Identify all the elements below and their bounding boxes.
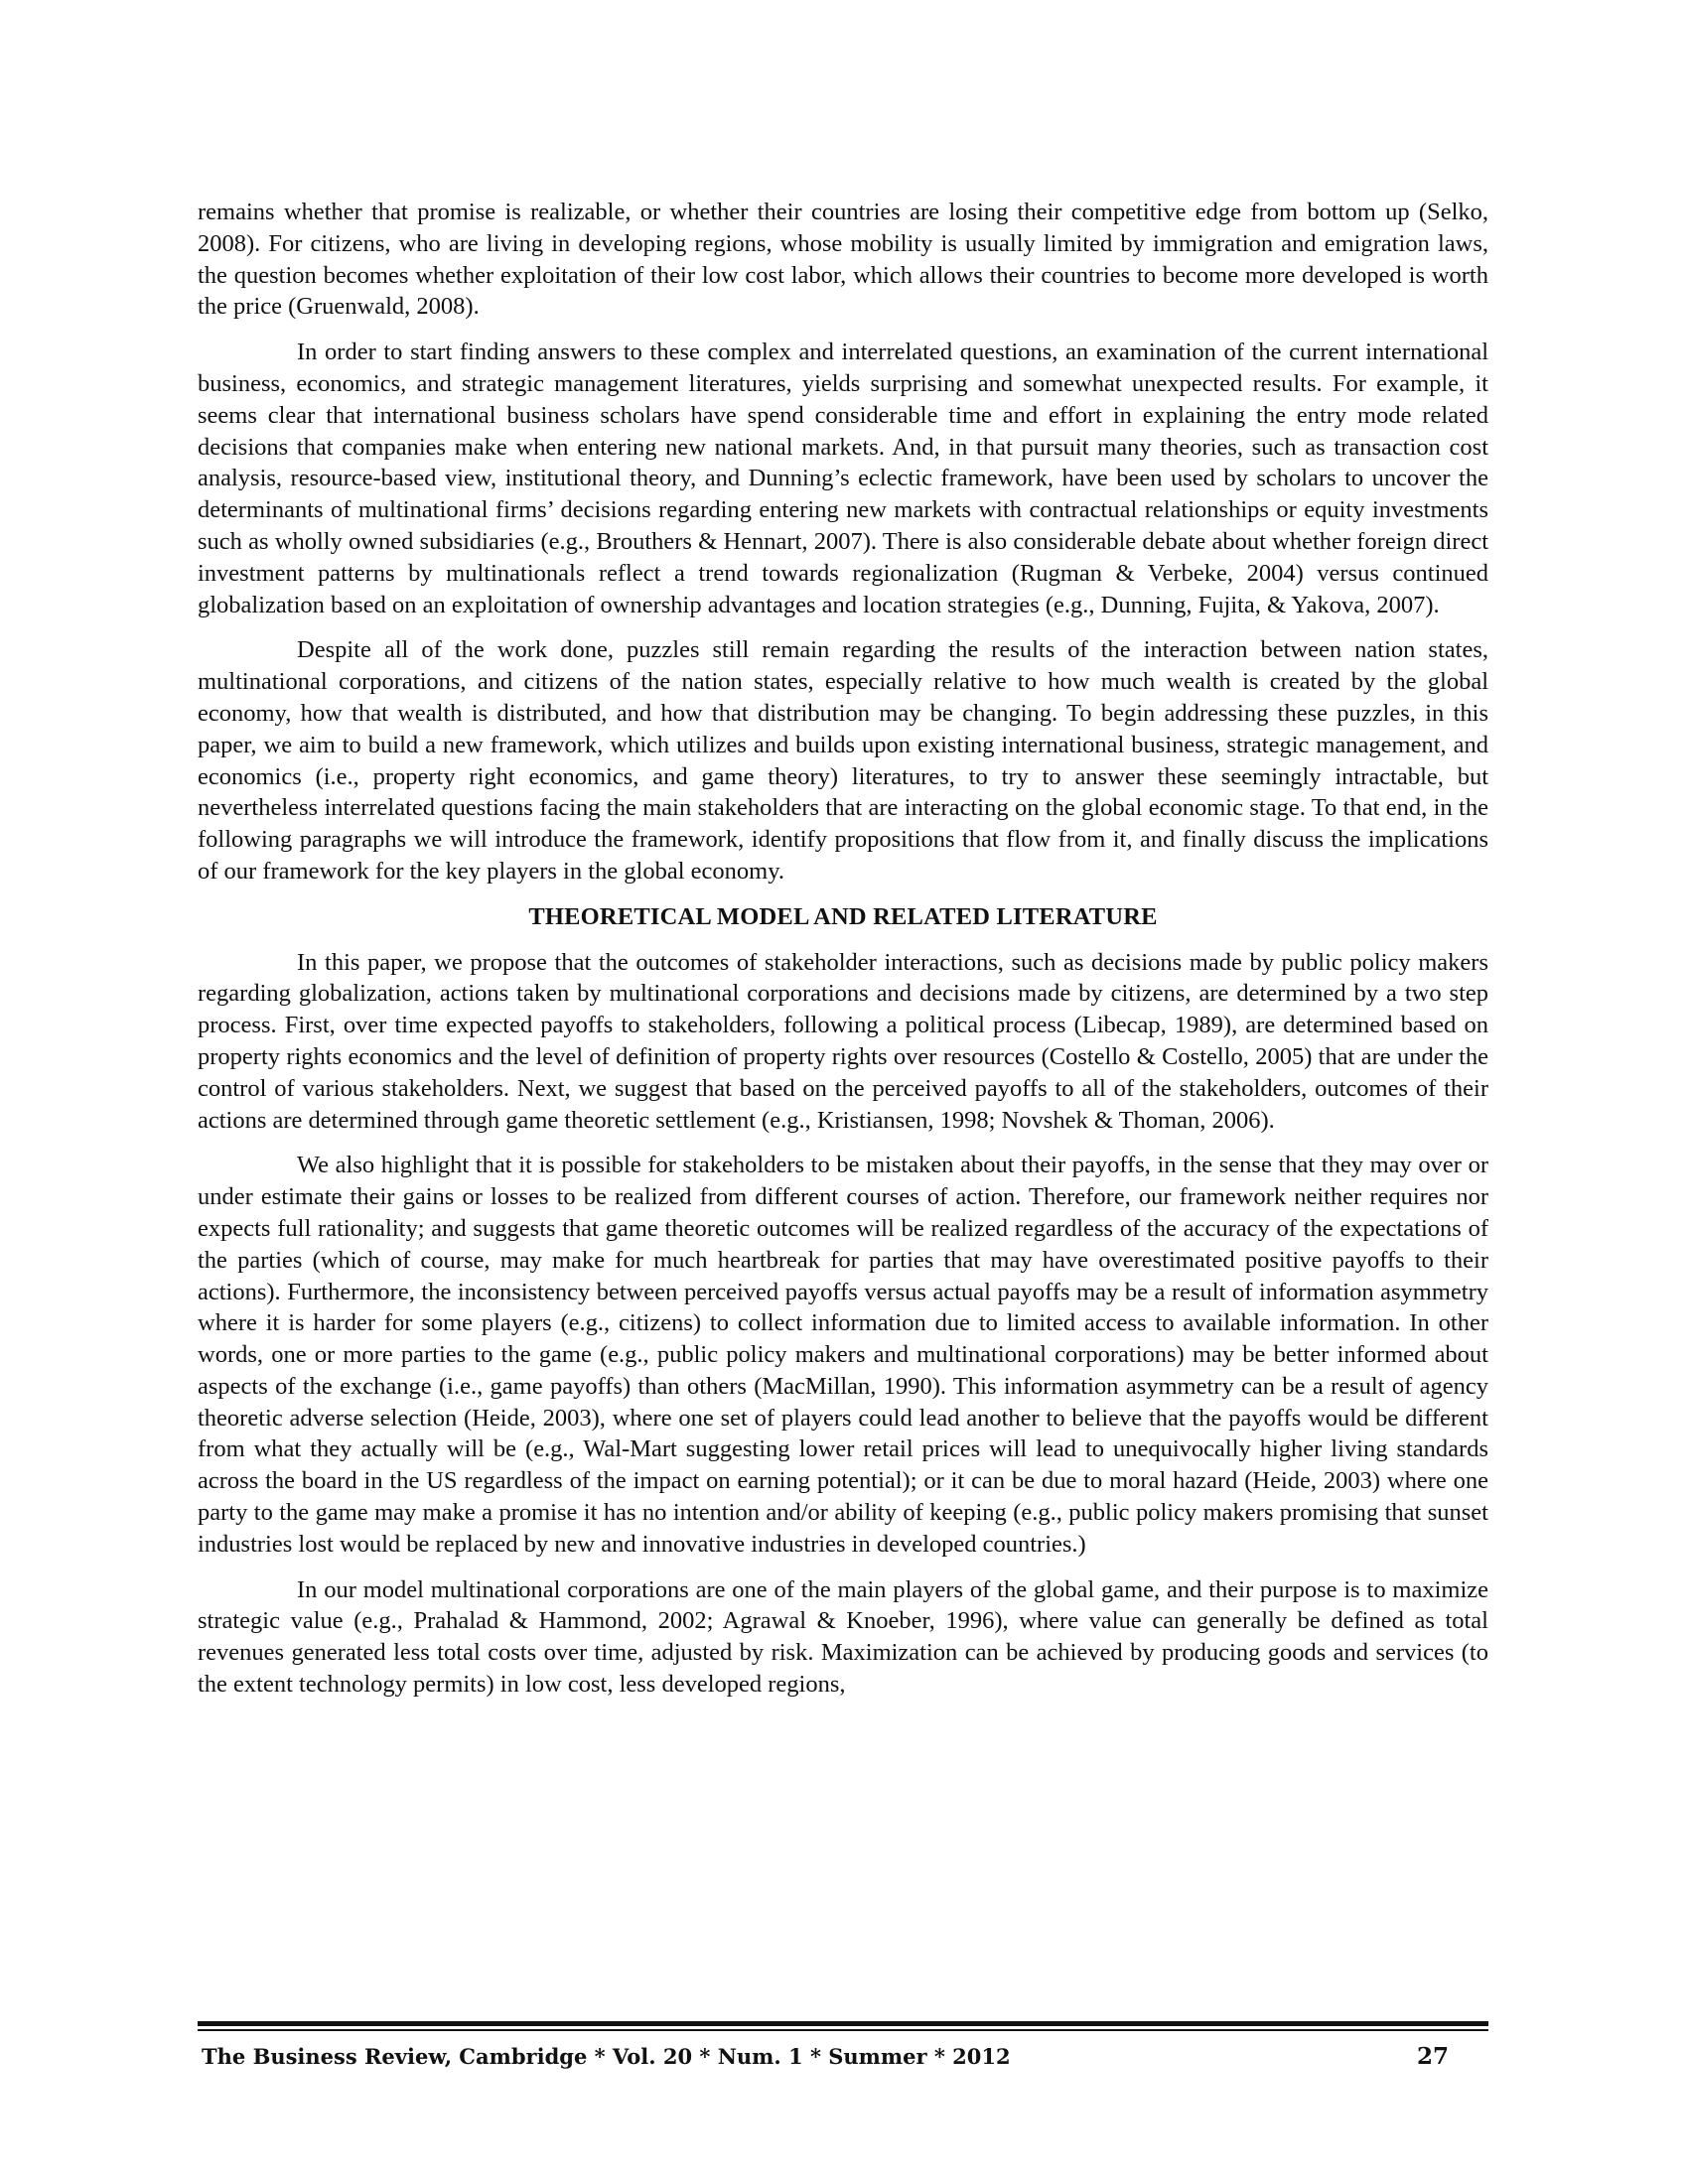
- paragraph: In order to start finding answers to these complex and interrelated questions, an examination of the current international business, economics, and strategic management literatures, yields surprising and somewhat unexpected results. For example, it seems clear that international business scholars have spend considerable time and effort in explaining the entry mode related decisions that companies make when entering new national markets. And, in that pursuit many theories, such as transaction cost analysis, resource-based view, institutional theory, and Dunning’s eclectic framework, have been used by scholars to uncover the determinants of multinational firms’ decisions regarding entering new markets with contractual relationships or equity investments such as wholly owned subsidiaries (e.g., Brouthers & Hennart, 2007). There is also considerable debate about whether foreign direct investment patterns by multinationals reflect a trend towards regionalization (Rugman & Verbeke, 2004) versus continued globalization based on an exploitation of ownership advantages and location strategies (e.g., Dunning, Fujita, & Yakova, 2007).: [198, 339, 1488, 618]
- paragraph: In our model multinational corporations are one of the main players of the global game, and their purpose is to maximize strategic value (e.g., Prahalad & Hammond, 2002; Agrawal & Knoeber, 1996), where value can generally be defined as total revenues generated less total costs over time, adjusted by risk. Maximization can be achieved by producing goods and services (to the extent technology permits) in low cost, less developed regions,: [198, 1575, 1488, 1699]
- paragraph: In this paper, we propose that the outcomes of stakeholder interactions, such as decisions made by public policy makers regarding globalization, actions taken by multinational corporations and decisions made by citizens, are determined by a two step process. First, over time expected payoffs to stakeholders, following a political process (Libecap, 1989), are determined based on property rights economics and the level of definition of property rights over resources (Costello & Costello, 2005) that are under the control of various stakeholders. Next, we suggest that based on the perceived payoffs to all of the stakeholders, outcomes of their actions are determined through game theoretic settlement (e.g., Kristiansen, 1998; Novshek & Thoman, 2006).: [198, 948, 1488, 1134]
- body-text: [198, 197, 1488, 1714]
- footer-rule-thick: [198, 2021, 1488, 2026]
- paragraph: remains whether that promise is realizable, or whether their countries are losing their competitive edge from bottom up (Selko, 2008). For citizens, who are living in developing regions, whose mobility is usually limited by immigration and emigration laws, the question becomes whether exploitation of their low cost labor, which allows their countries to become more developed is worth the price (Gruenwald, 2008).: [198, 199, 1488, 321]
- section-heading: THEORETICAL MODEL AND RELATED LITERATURE: [528, 902, 1158, 930]
- footer-row: [198, 2043, 1488, 2070]
- footer-rule-thin: [198, 2029, 1488, 2031]
- page-footer: [198, 2021, 1488, 2070]
- paragraph: Despite all of the work done, puzzles still remain regarding the results of the interaction between nation states, multinational corporations, and citizens of the nation states, especially relative to how much wealth is created by the global economy, how that wealth is distributed, and how that distribution may be changing. To begin addressing these puzzles, in this paper, we aim to build a new framework, which utilizes and builds upon existing international business, strategic management, and economics (i.e., property right economics, and game theory) literatures, to try to answer these seemingly intractable, but nevertheless interrelated questions facing the main stakeholders that are interacting on the global economic stage. To that end, in the following paragraphs we will introduce the framework, identify propositions that flow from it, and finally discuss the implications of our framework for the key players in the global economy.: [198, 636, 1488, 885]
- journal-citation: The Business Review, Cambridge * Vol. 20 * Num. 1 * Summer * 2012: [202, 2044, 1011, 2069]
- page-number: 27: [1416, 2043, 1449, 2070]
- paragraph: We also highlight that it is possible for stakeholders to be mistaken about their payoffs, in the sense that they may over or under estimate their gains or losses to be realized from different courses of action. Therefore, our framework neither requires nor expects full rationality; and suggests that game theoretic outcomes will be realized regardless of the accuracy of the expectations of the parties (which of course, may make for much heartbreak for parties that may have overestimated positive payoffs to their actions). Furthermore, the inconsistency between perceived payoffs versus actual payoffs may be a result of information asymmetry where it is harder for some players (e.g., citizens) to collect information due to limited access to available information. In other words, one or more parties to the game (e.g., public policy makers and multinational corporations) may be better informed about aspects of the exchange (i.e., game payoffs) than others (MacMillan, 1990). This information asymmetry can be a result of agency theoretic adverse selection (Heide, 2003), where one set of players could lead another to believe that the payoffs would be different from what they actually will be (e.g., Wal-Mart suggesting lower retail prices will lead to unequivocally higher living standards across the board in the US regardless of the impact on earning potential); or it can be due to moral hazard (Heide, 2003) where one party to the game may make a promise it has no intention and/or ability of keeping (e.g., public policy makers promising that sunset industries lost would be replaced by new and innovative industries in developed countries.): [198, 1152, 1488, 1558]
